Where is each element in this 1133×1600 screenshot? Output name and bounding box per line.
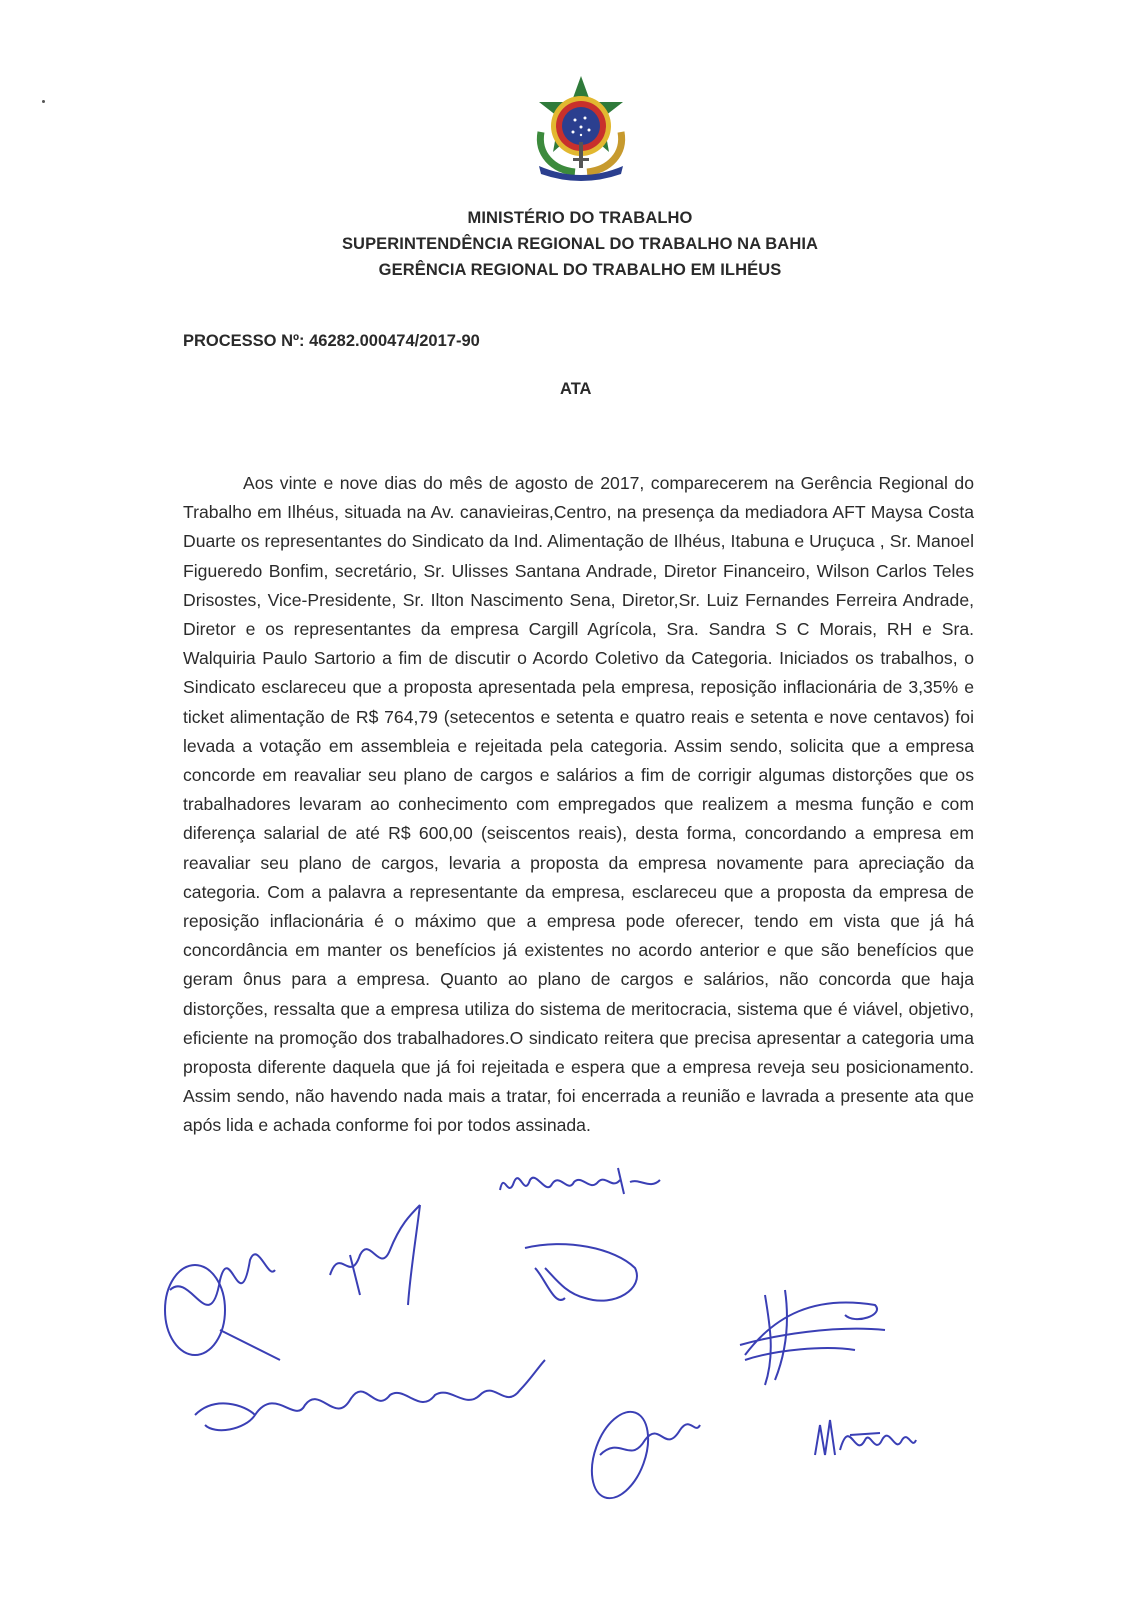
signature-1 (150, 1220, 300, 1370)
signature-mediator (490, 1160, 670, 1210)
minutes-body: Aos vinte e nove dias do mês de agosto de 2017, comparecerem na Gerência Regional do Trabalho em Ilhéus, situada na Av. canavieiras,Centro, na presença da mediadora AFT Maysa Costa Duarte os representantes do Sindicato da Ind. Alimentação de Ilhéus, Itabuna e Uruçuca , Sr. Manoel Figueredo Bonfim, secretário, Sr. Ulisses Santana Andrade, Diretor Financeiro, Wilson Carlos Teles Drisostes, Vice-Presidente, Sr. Ilton Nascimento Sena, Diretor,Sr. Luiz Fernandes Ferreira Andrade, Diretor e os representantes da empresa Cargill Agrícola, Sra. Sandra S C Morais, RH e Sra. Walquiria Paulo Sartorio a fim de discutir o Acordo Coletivo da Categoria. Iniciados os trabalhos, o Sindicato esclareceu que a proposta apresentada pela empresa, reposição inflacionária de 3,35% e ticket alimentação de R$ 764,79 (setecentos e setenta e quatro reais e setenta e nove centavos) foi levada a votação em assembleia e rejeitada pela categoria. Assim sendo, solicita que a empresa concorde em reavaliar seu plano de cargos e salários a fim de corrigir algumas distorções que os trabalhadores levaram ao conhecimento com empregados que realizem a mesma função e com diferença salarial de até R$ 600,00 (seiscentos reais), desta forma, concordando a empresa em reavaliar seu plano de cargos, levaria a proposta da empresa novamente para apreciação da categoria. Com a palavra a representante da empresa, esclareceu que a proposta da empresa de reposição inflacionária é o máximo que a empresa pode oferecer, tendo em vista que já há concordância em manter os benefícios já existentes no acordo anterior e que são benefícios que geram ônus para a empresa. Quanto ao plano de cargos e salários, não concorda que haja distorções, ressalta que a empresa utiliza do sistema de meritocracia, sistema que é viável, objetivo, eficiente na promoção dos trabalhadores.O sindicato reitera que precisa apresentar a categoria uma proposta diferente daquela que já foi rejeitada e espera que a empresa reveja seu posicionamento. Assim sendo, não havendo nada mais a tratar, foi encerrada a reunião e lavrada a presente ata que após lida e achada conforme foi por todos assinada. (183, 473, 974, 1136)
signature-4 (735, 1275, 895, 1395)
signature-2 (320, 1195, 440, 1315)
document-title: ATA (560, 380, 592, 398)
management-title: GERÊNCIA REGIONAL DO TRABALHO EM ILHÉUS (378, 261, 782, 279)
signature-5 (185, 1355, 565, 1445)
signature-7 (810, 1405, 920, 1475)
ministry-title: MINISTÉRIO DO TRABALHO (467, 209, 693, 227)
superintendency-title: SUPERINTENDÊNCIA REGIONAL DO TRABALHO NA BAHIA (341, 235, 819, 253)
scan-speck (42, 100, 45, 103)
signature-6 (570, 1395, 710, 1505)
process-number: PROCESSO Nº: 46282.000474/2017-90 (183, 332, 480, 350)
signature-3 (515, 1238, 655, 1318)
coat-of-arms-icon (523, 72, 639, 184)
letterhead (180, 205, 980, 283)
